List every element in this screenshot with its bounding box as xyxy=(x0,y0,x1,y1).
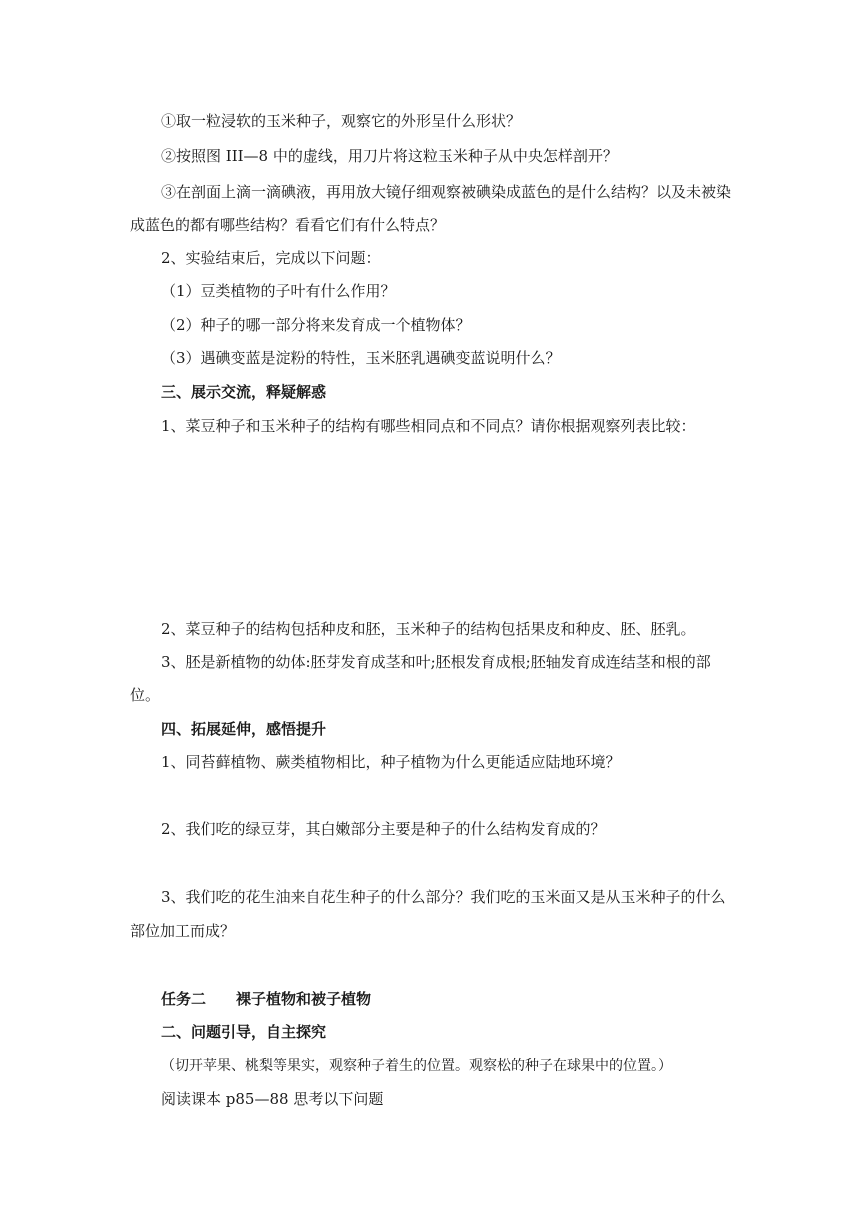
section-3-item-3-line1: 3、胚是新植物的幼体:胚芽发育成茎和叶;胚根发育成根;胚轴发育成连结茎和根的部 xyxy=(161,653,711,671)
section-4-item-2: 2、我们吃的绿豆芽，其白嫩部分主要是种子的什么结构发育成的？ xyxy=(161,820,606,838)
step-3-text-line2: 成蓝色的都有哪些结构？看看它们有什么特点？ xyxy=(130,216,446,234)
question-1: （1）豆类植物的子叶有什么作用？ xyxy=(161,282,396,300)
section-4-item-3-line2: 部位加工而成？ xyxy=(130,922,236,940)
task-2-note: （切开苹果、桃梨等果实，观察种子着生的位置。观察松的种子在球果中的位置。） xyxy=(161,1058,672,1074)
question-3: （3）遇碘变蓝是淀粉的特性，玉米胚乳遇碘变蓝说明什么？ xyxy=(161,349,561,367)
task-2-reading: 阅读课本 p85—88 思考以下问题 xyxy=(161,1090,384,1108)
section-3-item-2: 2、菜豆种子的结构包括种皮和胚，玉米种子的结构包括果皮和种皮、胚、胚乳。 xyxy=(161,620,696,638)
step-3-text-line1: ③在剖面上滴一滴碘液，再用放大镜仔细观察被碘染成蓝色的是什么结构？以及未被染 xyxy=(161,183,732,201)
questions-intro: 2、实验结束后，完成以下问题： xyxy=(161,249,381,267)
section-4-heading: 四、拓展延伸，感悟提升 xyxy=(161,720,327,738)
section-3-item-3-line2: 位。 xyxy=(130,686,161,704)
section-3-heading: 三、展示交流，释疑解惑 xyxy=(161,383,327,401)
step-2-text: ②按照图 III—8 中的虚线，用刀片将这粒玉米种子从中央怎样剖开？ xyxy=(161,147,618,165)
task-2-heading: 二、问题引导，自主探究 xyxy=(161,1023,327,1041)
question-2: （2）种子的哪一部分将来发育成一个植物体？ xyxy=(161,316,471,334)
section-4-item-3-line1: 3、我们吃的花生油来自花生种子的什么部分？我们吃的玉米面又是从玉米种子的什么 xyxy=(161,888,726,906)
section-4-item-1: 1、同苔藓植物、蕨类植物相比，种子植物为什么更能适应陆地环境？ xyxy=(161,753,621,771)
task-2-title: 任务二 裸子植物和被子植物 xyxy=(161,990,372,1008)
section-3-item-1: 1、菜豆种子和玉米种子的结构有哪些相同点和不同点？请你根据观察列表比较： xyxy=(161,417,696,435)
step-1-text: ①取一粒浸软的玉米种子，观察它的外形呈什么形状？ xyxy=(161,112,522,130)
